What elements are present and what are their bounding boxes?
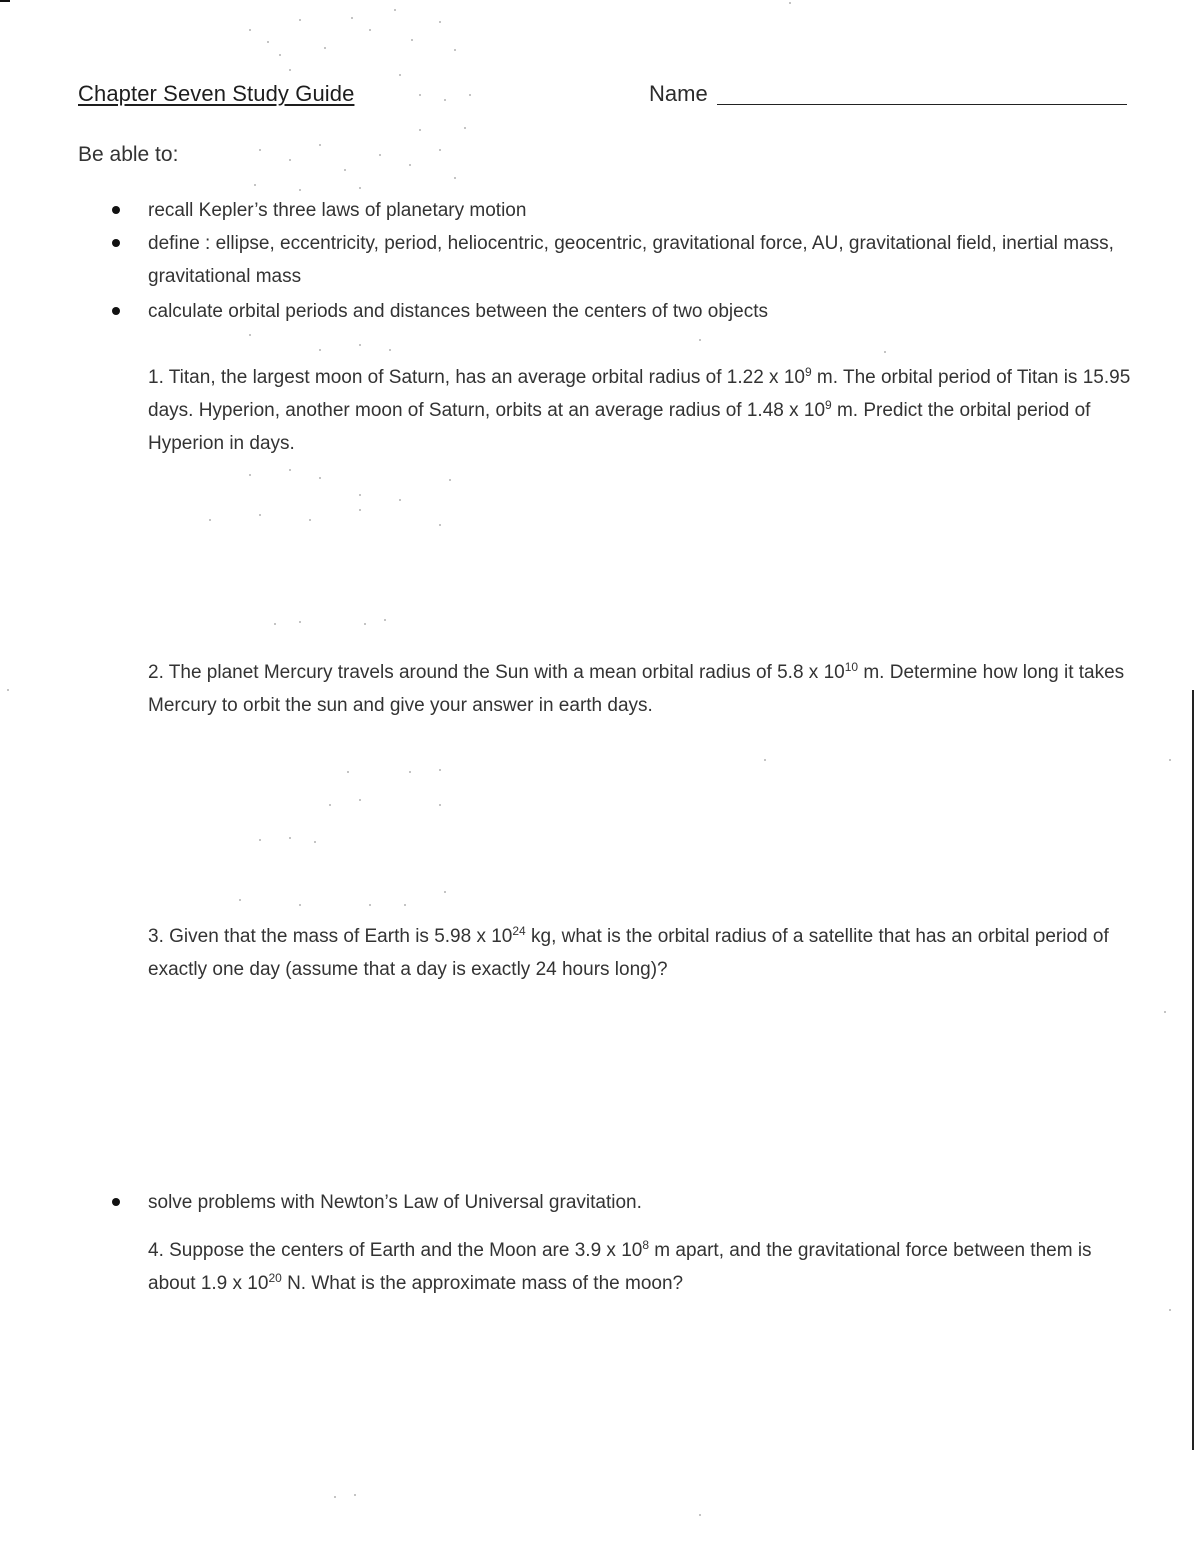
question-2-text: 2. The planet Mercury travels around the Sun with a mean orbital radius of 5.8 x 10	[148, 662, 845, 683]
intro-text: Be able to:	[78, 143, 179, 166]
question-4-text: N. What is the approximate mass of the moon?	[281, 1273, 684, 1294]
question-1-text: 1. Titan, the largest moon of Saturn, has an average orbital radius of 1.22 x 10	[148, 367, 805, 388]
exponent: 10	[844, 660, 859, 674]
question-1-text: m. Predict the orbital period of Hyperion in days.	[148, 400, 1091, 454]
bullet-item-kepler: recall Kepler’s three laws of planetary motion	[148, 200, 527, 221]
exponent: 9	[825, 398, 832, 412]
exponent: 20	[268, 1271, 282, 1285]
question-3-text: 3. Given that the mass of Earth is 5.98 x 10	[148, 926, 513, 947]
exponent: 24	[512, 924, 526, 938]
question-3-text: kg, what is the orbital radius of a satellite that has an orbital period of exactly one day (assume that a day is exactly 24 hours long)?	[148, 926, 1109, 980]
question-1-text: m. The orbital period of Titan is 15.95 days. Hyperion, another moon of Saturn, orbits at an average radius of 1.48 x 10	[148, 367, 1131, 421]
exponent: 9	[804, 365, 812, 379]
question-4-text: 4. Suppose the centers of Earth and the Moon are 3.9 x 10	[148, 1240, 643, 1261]
question-4-text: m apart, and the gravitational force between them is about 1.9 x 10	[148, 1240, 1092, 1294]
bullet-item-define: define : ellipse, eccentricity, period, heliocentric, geocentric, gravitational force, AU, gravitational field, inertial mass, gravitational mass	[148, 233, 1114, 287]
question-2-text: m. Determine how long it takes Mercury to orbit the sun and give your answer in earth days.	[148, 662, 1125, 716]
page-title: Chapter Seven Study Guide	[78, 81, 355, 106]
scan-edge	[1192, 690, 1194, 1450]
exponent: 8	[642, 1238, 650, 1252]
bullet-item-newton: solve problems with Newton’s Law of Universal gravitation.	[148, 1192, 642, 1213]
bullet-item-calculate: calculate orbital periods and distances between the centers of two objects	[148, 301, 768, 322]
name-label: Name	[649, 81, 708, 106]
